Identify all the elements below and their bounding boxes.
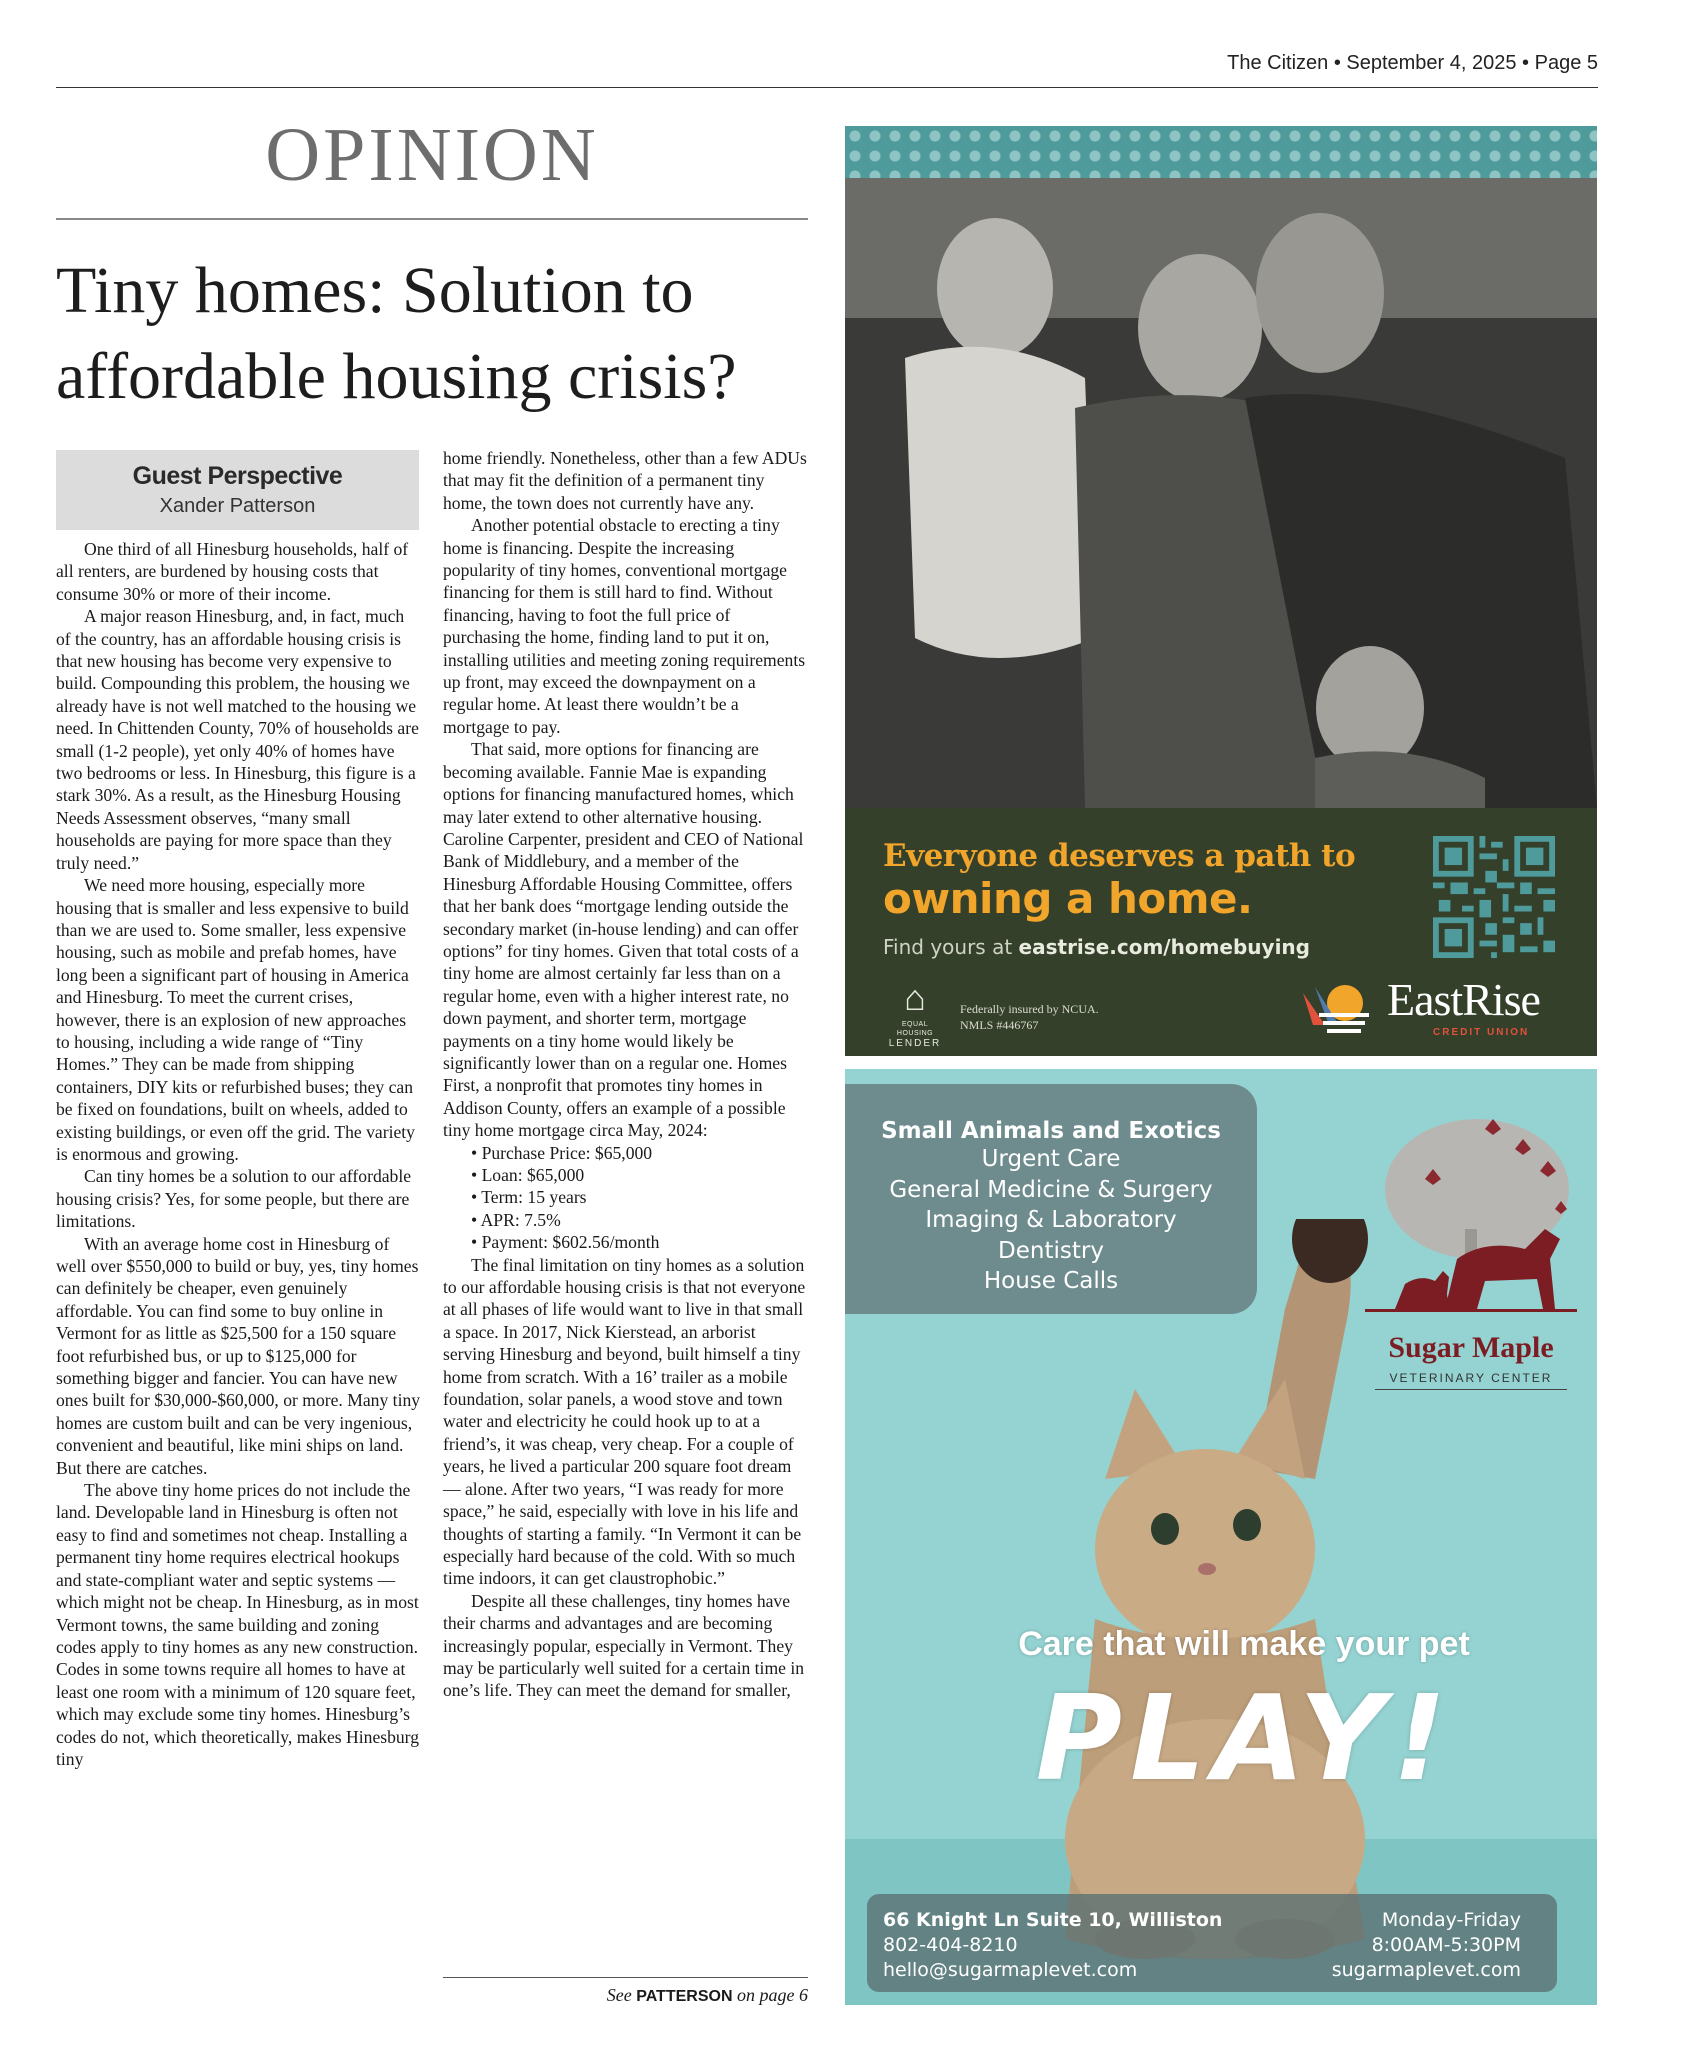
ad-play-word: PLAY! [1035, 1669, 1455, 1807]
hours-time: 8:00AM-5:30PM [1371, 1934, 1521, 1956]
hours-days: Monday-Friday [1381, 1909, 1521, 1931]
rising-sun-icon [1295, 975, 1381, 1041]
service-item: Urgent Care [981, 1146, 1121, 1172]
logo-subtitle: VETERINARY CENTER [1389, 1371, 1553, 1385]
paragraph-continued: home friendly. Nonetheless, other than a few ADUs that may fit the definition of a permanent tiny home, the town does not currently have any. [443, 448, 807, 513]
paragraph: Another potential obstacle to erecting a tiny home is financing. Despite the increasing popularity of tiny homes, conventional mortgage financing for them is still hard to find. Without financing, having to foot the full price of purchasing the home, finding land to put it on, installing utilities and meeting zoning requirements up front, may exceed the downpayment on a regular home. At least there wouldn’t be a mortgage to pay. [443, 515, 806, 737]
section-divider [56, 218, 808, 220]
ehl-line-1: EQUAL HOUSING [896, 1021, 934, 1037]
list-item: • Payment: $602.56/month [443, 1231, 808, 1253]
ehl-line-2: LENDER [888, 1038, 942, 1049]
jump-name: PATTERSON [636, 1988, 733, 2005]
family-photo [845, 178, 1597, 808]
contact-left [883, 1908, 1222, 1983]
contact-right [1332, 1908, 1521, 1983]
family-photo-illustration [845, 178, 1597, 808]
sugar-maple-ad [845, 1069, 1597, 2005]
paragraph: That said, more options for financing are becoming available. Fannie Mae is expanding options for financing manufactured homes, which may later extend to other alternative housing. Caroline Carpenter, president and CEO of National Bank of Middlebury, and a member of the Hinesburg Affordable Housing Committee, offers that her bank does “mortgage lending outside the secondary market (in-house lending) and can offer options” for tiny homes. Given that total costs of a tiny home are almost certainly far less than on a regular home, even with a higher interest rate, no down payment, and shorter term, mortgage payments on a tiny home would likely be significantly lower than on a regular one. Homes First, a nonprofit that promotes tiny homes in Addison County, offers an example of a possible tiny home mortgage circa May, 2024: [443, 739, 804, 1141]
logo-divider [1375, 1389, 1567, 1390]
paragraph: One third of all Hinesburg households, half of all renters, are burdened by housing costs that consume 30% or more of their income. [56, 539, 409, 604]
brand-name: EastRise [1387, 974, 1540, 1025]
equal-housing-lender-badge [883, 976, 947, 1049]
contact-panel [867, 1894, 1557, 1992]
email: hello@sugarmaplevet.com [883, 1959, 1138, 1981]
article-headline [56, 248, 836, 420]
cta-prefix: Find yours at [883, 935, 1013, 959]
ad-text-band [845, 808, 1597, 1056]
ad-headline-2: owning a home. [883, 874, 1253, 923]
author-name: Xander Patterson [159, 495, 316, 517]
ad-headline-1: Everyone deserves a path to [883, 838, 1356, 874]
phone: 802-404-8210 [883, 1934, 1018, 1956]
paragraph: Can tiny homes be a solution to our affordable housing crisis? Yes, for some people, but there are limitations. [56, 1166, 412, 1232]
paragraph: The above tiny home prices do not include the land. Developable land in Hinesburg is often not easy to find and sometimes not cheap. Installing a permanent tiny home requires electrical hookups and state-compliant water and septic systems — which might not be cheap. In Hinesburg, as in most Vermont towns, the same building and zoning codes apply to tiny homes as any new construction. Codes in some towns require all homes to have at least one room with a minimum of 120 square feet, which may exclude some tiny homes. Hinesburg’s codes do not, which theoretically, makes Hinesburg tiny [56, 1480, 420, 1769]
sugar-maple-logo [1365, 1109, 1577, 1389]
article-column-1 [56, 538, 421, 1770]
dot-pattern-banner [845, 126, 1597, 178]
section-title: OPINION [265, 113, 599, 197]
paragraph: The final limitation on tiny homes as a solution to our affordable housing crisis is that not everyone at all phases of life would want to live in that small a space. In 2017, Nick Kierstead, an arborist serving Hinesburg and beyond, built himself a tiny home from scratch. With a 16’ trailer as a mobile foundation, solar panels, a wood stove and town water and electricity he could hook up to at a friend’s, it was cheap, very cheap. For a couple of years, he lived a particular 200 square foot dream — alone. After two years, “I was ready for more space,” he said, especially with love in his life and thoughts of starting a family. “In Vermont it can be especially hard because of the cold. With so much time indoors, it can get claustrophobic.” [443, 1254, 806, 1589]
list-item: • APR: 7.5% [443, 1209, 808, 1231]
eastrise-logo [1295, 973, 1575, 1043]
address: 66 Knight Ln Suite 10, Williston [883, 1909, 1223, 1931]
service-item: General Medicine & Surgery [889, 1176, 1213, 1203]
nmls-text: NMLS #446767 [960, 1018, 1039, 1032]
qr-code-icon [1433, 836, 1555, 958]
paragraph: A major reason Hinesburg, and, in fact, much of the country, has an affordable housing crisis is that new housing has become very expensive to build. Compounding this problem, the housing we already have is not well matched to the housing we need. In Chittenden County, 70% of households are small (1-2 people), yet only 40% of homes have two bedrooms or less. In Hinesburg, this figure is a stark 30%. As a result, as the Hinesburg Housing Needs Assessment observes, “many small households are paying for more space than they truly need.” [56, 606, 419, 873]
services-panel [845, 1084, 1257, 1314]
ncua-text: Federally insured by NCUA. [960, 1002, 1099, 1016]
headline-line-1: Tiny homes: Solution to [56, 254, 694, 327]
byline-box [56, 450, 419, 530]
ad-cta [883, 935, 1310, 959]
maple-tree-dog-cat-icon [1365, 1109, 1577, 1319]
house-icon: ⌂ [904, 978, 926, 1018]
cta-url: eastrise.com/homebuying [1018, 935, 1310, 959]
folio-line: The Citizen • September 4, 2025 • Page 5 [1227, 52, 1598, 74]
list-item: • Term: 15 years [443, 1186, 808, 1208]
logo-name: Sugar Maple [1388, 1331, 1554, 1364]
paragraph: With an average home cost in Hinesburg of well over $550,000 to build or buy, yes, tiny homes can definitely be cheaper, even genuinely affordable. You can find some to buy online in Vermont for as little as $25,500 for a 150 square foot refurbished bus, or up to $125,000 for something bigger and fancier. You can have new ones built for $30,000-$60,000, or more. Many tiny homes are custom built and can be very ingenious, convenient and beautiful, like mini ships on land. But there are catches. [56, 1233, 421, 1478]
list-item: • Purchase Price: $65,000 [443, 1142, 808, 1164]
jump-see: See [606, 1985, 632, 2005]
service-item: House Calls [983, 1268, 1119, 1294]
eastrise-ad [845, 126, 1597, 1056]
ad-tagline: Care that will make your pet [1018, 1625, 1470, 1663]
paragraph: Despite all these challenges, tiny homes have their charms and advantages and are becoming increasingly popular, especially in Vermont. They may be particularly well suited for a certain time in one’s life. They can meet the demand for smaller, [443, 1590, 805, 1701]
headline-line-2: affordable housing crisis? [56, 340, 737, 413]
page-header [56, 48, 1598, 88]
list-item: • Loan: $65,000 [443, 1164, 808, 1186]
website: sugarmaplevet.com [1331, 1959, 1521, 1981]
mortgage-example-list [443, 1142, 808, 1254]
brand-subtitle: CREDIT UNION [1433, 1027, 1530, 1038]
jump-page: on page 6 [737, 1985, 808, 2005]
article-column-2 [443, 447, 808, 1702]
kicker: Guest Perspective [132, 462, 343, 490]
jump-divider [443, 1977, 808, 1978]
service-item: Dentistry [998, 1237, 1104, 1264]
ad-disclaimer [960, 1001, 1099, 1033]
service-item: Imaging & Laboratory [925, 1207, 1177, 1233]
services-heading: Small Animals and Exotics [881, 1118, 1221, 1144]
jump-line [443, 1985, 808, 2006]
paragraph: We need more housing, especially more housing that is smaller and less expensive to build than we are used to. Some smaller, less expensive housing, such as mobile and prefab homes, have long been a significant part of housing in America and Hinesburg. To meet the current crises, however, there is an explosion of new approaches to housing, including a wide range of “Tiny Homes.” They can be made from shipping containers, DIY kits or refurbished buses; they can be fixed on foundations, built on wheels, added to existing buildings, or even off the grid. The variety is enormous and growing. [56, 875, 415, 1164]
